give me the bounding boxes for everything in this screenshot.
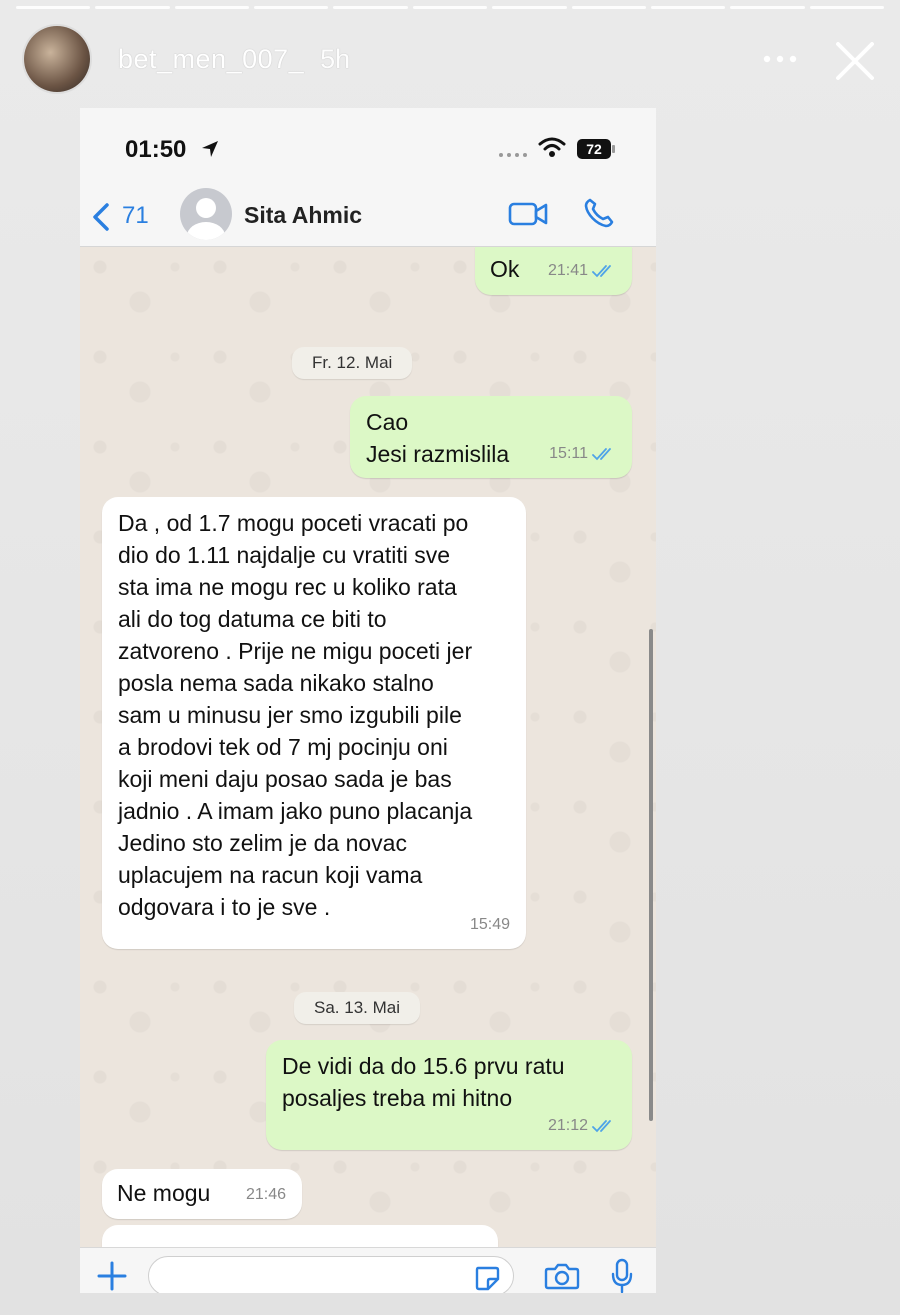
location-arrow-icon: [200, 139, 220, 159]
progress-segment: [254, 6, 328, 9]
message-text: Ok: [490, 256, 520, 282]
story-progress-bar: [16, 6, 884, 9]
progress-segment: [730, 6, 804, 9]
story-username[interactable]: bet_men_007_: [118, 43, 305, 74]
message-time: 21:46: [245, 1186, 286, 1203]
story-header: [24, 26, 880, 92]
message-meta: [548, 1110, 616, 1142]
message-text: De vidi da do 15.6 prvu ratu posaljes treba mi hitno: [282, 1053, 565, 1111]
video-icon[interactable]: [508, 200, 548, 228]
back-unread-count[interactable]: 71: [122, 202, 149, 229]
message-incoming-partial[interactable]: [102, 1225, 498, 1247]
message-time: 21:41: [547, 262, 588, 279]
message-time: 21:12: [547, 1117, 588, 1134]
double-check-icon: [592, 447, 616, 461]
date-separator: Sa. 13. Mai: [294, 992, 420, 1024]
message-input-bar: [80, 1247, 656, 1293]
message-meta: [548, 255, 616, 287]
more-options-button[interactable]: [760, 44, 800, 74]
wifi-icon: [538, 136, 566, 158]
message-outgoing[interactable]: [475, 247, 632, 295]
progress-segment: [572, 6, 646, 9]
message-text: Da , od 1.7 mogu poceti vracati po dio do 1.11 najdalje cu vratiti sve sta ima ne mogu rec u koliko rata ali do tog datuma ce biti to zatvoreno . Prije ne migu poceti jer posla nema sada nikako stalno sam u minusu jer smo izgubili pile a brodovi tek od 7 mj pocinju oni koji meni daju posao sada je bas jadnio . A imam jako puno placanja Jedino sto zelim je da novac uplacujem na racun koji vama odgovara i to je sve .: [118, 510, 473, 920]
story-time-ago: 5h: [320, 43, 351, 74]
phone-icon[interactable]: [582, 196, 616, 230]
progress-segment: [333, 6, 407, 9]
ios-status-bar: [80, 108, 656, 188]
contact-name[interactable]: Sita Ahmic: [244, 202, 363, 228]
close-icon: [830, 36, 880, 86]
chevron-left-icon[interactable]: [90, 202, 112, 232]
chat-header: [80, 188, 656, 247]
mic-icon[interactable]: [610, 1258, 634, 1293]
message-meta: [470, 909, 510, 941]
message-text: Ne mogu: [117, 1180, 211, 1206]
sticker-icon[interactable]: [473, 1264, 501, 1292]
date-separator: Fr. 12. Mai: [292, 347, 412, 379]
message-incoming[interactable]: [102, 1169, 302, 1219]
camera-icon[interactable]: [544, 1262, 580, 1290]
progress-segment: [16, 6, 90, 9]
double-check-icon: [592, 1119, 616, 1133]
chat-scrollbar[interactable]: [649, 629, 653, 1121]
message-meta: [549, 438, 616, 470]
contact-avatar[interactable]: [180, 188, 232, 240]
progress-segment: [651, 6, 725, 9]
message-time: 15:49: [469, 916, 510, 933]
battery-tip: [612, 145, 615, 153]
progress-segment: [413, 6, 487, 9]
chat-message-list[interactable]: [80, 247, 656, 1247]
close-story-button[interactable]: [830, 36, 880, 86]
message-text: Cao Jesi razmislila: [366, 409, 510, 467]
signal-icon: [498, 152, 530, 158]
whatsapp-screenshot: [80, 108, 656, 1293]
progress-segment: [175, 6, 249, 9]
double-check-icon: [592, 264, 616, 278]
progress-segment: [492, 6, 566, 9]
message-outgoing[interactable]: [350, 396, 632, 478]
story-avatar[interactable]: [24, 26, 90, 92]
plus-icon[interactable]: [96, 1260, 128, 1292]
status-time: 01:50: [125, 136, 187, 163]
default-avatar-icon: [180, 188, 232, 240]
progress-segment: [810, 6, 884, 9]
message-input[interactable]: [148, 1256, 514, 1293]
more-icon: [763, 55, 797, 63]
message-time: 15:11: [549, 445, 588, 462]
battery-indicator: 72: [577, 139, 611, 159]
message-incoming[interactable]: [102, 497, 526, 949]
message-meta: [246, 1179, 286, 1211]
message-outgoing[interactable]: [266, 1040, 632, 1150]
progress-segment: [95, 6, 169, 9]
